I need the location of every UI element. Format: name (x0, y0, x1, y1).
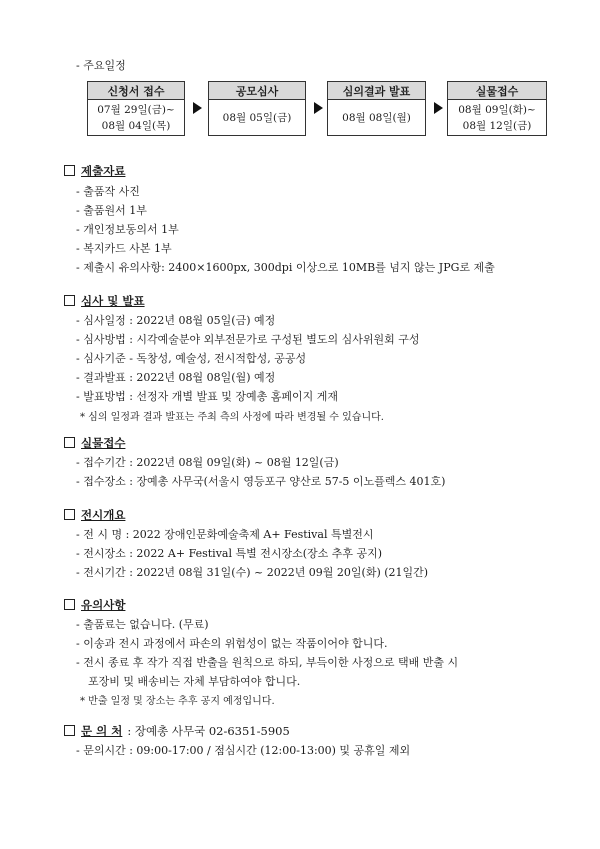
list-item: - 결과발표 : 2022년 08월 08일(월) 예정 (76, 371, 276, 384)
checkbox-icon (64, 165, 75, 176)
checkbox-icon (64, 509, 75, 520)
schedule-heading: - 주요일정 (76, 59, 126, 72)
list-item: - 출품작 사진 (76, 185, 140, 198)
checkbox-icon (64, 295, 75, 306)
section-contact-title: 문 의 처 : 장예총 사무국 02-6351-5905 (64, 723, 290, 739)
step-4-dates (447, 100, 547, 136)
flow-arrow-icon (193, 102, 202, 114)
step-1-line2: 08월 04일(목) (101, 119, 171, 132)
step-1-dates (87, 100, 185, 136)
section-submission-title: 제출자료 (64, 163, 125, 179)
list-item: - 심사기준 - 독창성, 예술성, 전시적합성, 공공성 (76, 352, 307, 365)
list-item: - 출품료는 없습니다. (무료) (76, 618, 209, 631)
list-item: - 심사일정 : 2022년 08월 05일(금) 예정 (76, 314, 276, 327)
contact-value: : 장예총 사무국 02-6351-5905 (127, 724, 290, 738)
list-item: - 전시장소 : 2022 A+ Festival 특별 전시장소(장소 추후 공지) (76, 547, 383, 560)
list-item: - 제출시 유의사항: 2400×1600px, 300dpi 이상으로 10MB를 넘지 않는 JPG로 제출 (76, 261, 495, 274)
step-1-line1: 07월 29일(금)~ (97, 103, 175, 116)
checkbox-icon (64, 599, 75, 610)
step-4-line2: 08월 12일(금) (462, 119, 532, 132)
list-item: - 문의시간 : 09:00-17:00 / 점심시간 (12:00-13:00) 및 공휴일 제외 (76, 744, 411, 757)
review-note: * 심의 일정과 결과 발표는 주최 측의 사정에 따라 변경될 수 있습니다. (80, 412, 384, 423)
list-item: - 접수기간 : 2022년 08월 09일(화) ~ 08월 12일(금) (76, 456, 339, 469)
flow-arrow-icon (314, 102, 323, 114)
list-item: - 발표방법 : 선정자 개별 발표 및 장예총 홈페이지 게재 (76, 390, 339, 403)
step-2-dates (208, 100, 306, 136)
step-4-line1: 08월 09일(화)~ (458, 103, 536, 116)
step-3-title: 심의결과 발표 (327, 81, 426, 100)
section-review-title: 심사 및 발표 (64, 293, 145, 309)
list-item: - 전 시 명 : 2022 장애인문화예술축제 A+ Festival 특별전시 (76, 528, 374, 541)
list-item: - 출품원서 1부 (76, 204, 147, 217)
step-2-line1: 08월 05일(금) (222, 111, 292, 124)
list-item: - 심사방법 : 시각예술분야 외부전문가로 구성된 별도의 심사위원회 구성 (76, 333, 420, 346)
section-exhibition-title: 전시개요 (64, 507, 125, 523)
checkbox-icon (64, 725, 75, 736)
list-item: 포장비 및 배송비는 자체 부담하여야 합니다. (88, 675, 301, 688)
list-item: - 개인정보동의서 1부 (76, 223, 179, 236)
checkbox-icon (64, 437, 75, 448)
notes-note: * 반출 일정 및 장소는 추후 공지 예정입니다. (80, 696, 275, 707)
list-item: - 접수장소 : 장예총 사무국(서울시 영등포구 양산로 57-5 이노플렉스 401호) (76, 475, 446, 488)
list-item: - 복지카드 사본 1부 (76, 242, 172, 255)
list-item: - 전시 종료 후 작가 직접 반출을 원칙으로 하되, 부득이한 사정으로 택배 반출 시 (76, 656, 459, 669)
section-receipt-title: 실물접수 (64, 435, 125, 451)
list-item: - 전시기간 : 2022년 08월 31일(수) ~ 2022년 09월 20일(화) (21일간) (76, 566, 429, 579)
step-2-title: 공모심사 (208, 81, 306, 100)
step-4-title: 실물접수 (447, 81, 547, 100)
step-1-title: 신청서 접수 (87, 81, 185, 100)
step-3-dates (327, 100, 426, 136)
section-notes-title: 유의사항 (64, 597, 125, 613)
flow-arrow-icon (434, 102, 443, 114)
list-item: - 이송과 전시 과정에서 파손의 위험성이 없는 작품이어야 합니다. (76, 637, 388, 650)
step-3-line1: 08월 08일(월) (342, 111, 411, 124)
